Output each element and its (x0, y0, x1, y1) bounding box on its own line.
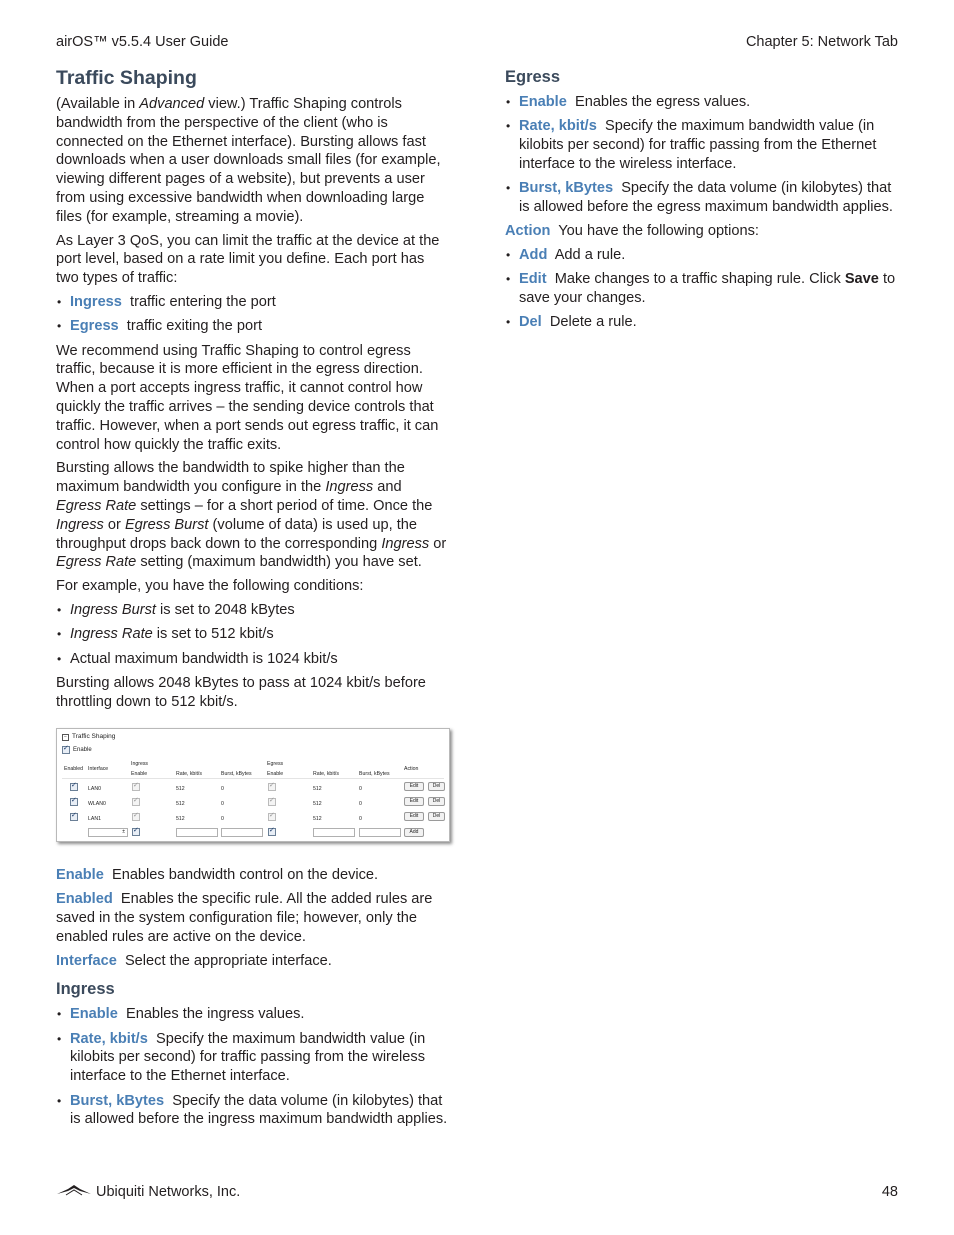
bursting-result: Bursting allows 2048 kBytes to pass at 1024 kbit/s before throttling down to 512 kbit/s. (56, 674, 426, 710)
bursting-paragraph: Bursting allows the bandwidth to spike higher than the maximum bandwidth you configure in the Ingress and Egress Rate settings – for a short period of time. Once the Ingress or Egress Burst (volume of data) is used up, the throughput drops back down to the corresponding Ingress or Egress Rate setting (maximum bandwidth) you have set. (56, 460, 447, 571)
section-title: Traffic Shaping (56, 67, 197, 89)
row-enabled-checkbox[interactable] (70, 783, 78, 791)
row-in-rate: 512 (176, 786, 185, 793)
action-list (505, 246, 900, 332)
ingress-heading: Ingress (56, 980, 115, 999)
def-interface: Interface Select the appropriate interface. (56, 952, 332, 969)
header-guide-title: airOS™ v5.5.4 User Guide (56, 34, 229, 50)
header-chapter: Chapter 5: Network Tab (745, 34, 898, 50)
row-interface: LAN0 (88, 786, 101, 793)
del-button[interactable]: Del (428, 812, 445, 821)
list-item: • Edit Make changes to a traffic shaping rule. Click Save to save your changes. (505, 270, 900, 308)
new-eg-rate-input[interactable] (313, 828, 355, 837)
row-in-burst: 0 (221, 786, 224, 793)
right-column (505, 66, 900, 338)
list-item: • Rate, kbit/s Specify the maximum bandwidth value (in kilobits per second) for traffic passing from the Ethernet interface to the wireless interface. (505, 117, 900, 173)
list-item: • Burst, kBytes Specify the data volume (in kilobytes) that is allowed before the egress maximum bandwidth applies. (505, 179, 900, 217)
row-eg-rate: 512 (313, 816, 322, 823)
th-in-enable: Enable (131, 771, 148, 778)
def-action: Action You have the following options: (505, 223, 759, 240)
left-column (56, 66, 451, 1135)
row-eg-burst: 0 (359, 801, 362, 808)
enable-checkbox[interactable] (62, 746, 70, 754)
list-item: • Rate, kbit/s Specify the maximum bandwidth value (in kilobits per second) for traffic passing from the wireless interface to the Ethernet interface. (56, 1030, 451, 1086)
def-enabled: Enabled Enables the specific rule. All the added rules are saved in the system configuration file; however, only the enabled rules are active on the device. (56, 891, 433, 945)
list-item: • Enable Enables the ingress values. (56, 1005, 451, 1024)
list-item: • Add Add a rule. (505, 246, 900, 265)
traffic-types-list (56, 293, 451, 336)
list-item: • Burst, kBytes Specify the data volume (in kilobytes) that is allowed before the ingress maximum bandwidth applies. (56, 1092, 451, 1130)
th-in-burst: Burst, kBytes (221, 771, 252, 778)
intro-paragraph: (Available in Advanced view.) Traffic Shaping controls bandwidth from the perspective of the client (who is connected on the Ethernet interface). Bursting allows fast downloads when a user downloads small files (for example, viewing different pages of a website), but prevents a user from using excessive bandwidth when downloading large files (for example, streaming a movie). (56, 96, 441, 225)
footer-company: Ubiquiti Networks, Inc. (96, 1184, 241, 1201)
list-item: • Egress traffic exiting the port (56, 317, 451, 336)
ingress-list (56, 1005, 451, 1129)
th-interface: Interface (88, 766, 109, 773)
list-item: • Del Delete a rule. (505, 313, 900, 332)
row-interface: WLAN0 (88, 801, 106, 808)
collapse-icon[interactable]: − (62, 734, 69, 741)
row-eg-enable-checkbox[interactable] (268, 783, 276, 791)
new-eg-enable-checkbox[interactable] (268, 828, 276, 836)
list-item: • Ingress Rate is set to 512 kbit/s (56, 625, 451, 644)
row-eg-burst: 0 (359, 816, 362, 823)
figure-enable: ✓ Enable (62, 746, 92, 754)
def-enable: Enable Enables bandwidth control on the device. (56, 867, 379, 884)
example-intro: For example, you have the following conditions: (56, 578, 364, 595)
ubiquiti-logo-icon (56, 1183, 92, 1202)
new-in-rate-input[interactable] (176, 828, 218, 837)
row-in-burst: 0 (221, 816, 224, 823)
row-enabled-checkbox[interactable] (70, 798, 78, 806)
row-eg-rate: 512 (313, 801, 322, 808)
conditions-list (56, 601, 451, 668)
th-eg-rate: Rate, kbit/s (313, 771, 339, 778)
row-in-burst: 0 (221, 801, 224, 808)
th-action: Action (404, 766, 419, 773)
th-ingress: Ingress (131, 761, 149, 768)
egress-heading: Egress (505, 68, 561, 86)
new-in-enable-checkbox[interactable] (132, 828, 140, 836)
traffic-shaping-figure (56, 728, 450, 842)
th-in-rate: Rate, kbit/s (176, 771, 202, 778)
figure-title: − Traffic Shaping (62, 733, 115, 741)
row-in-enable-checkbox[interactable] (132, 798, 140, 806)
row-eg-rate: 512 (313, 786, 322, 793)
del-button[interactable]: Del (428, 782, 445, 791)
row-eg-burst: 0 (359, 786, 362, 793)
row-in-rate: 512 (176, 816, 185, 823)
row-interface: LAN1 (88, 816, 101, 823)
egress-list (505, 93, 900, 217)
footer (56, 1183, 898, 1202)
layer3-paragraph: As Layer 3 QoS, you can limit the traffic at the device at the port level, based on a rate limit you define. Each port has two types of traffic: (56, 232, 440, 287)
page-number: 48 (881, 1184, 898, 1200)
row-eg-enable-checkbox[interactable] (268, 813, 276, 821)
row-eg-enable-checkbox[interactable] (268, 798, 276, 806)
row-enabled-checkbox[interactable] (70, 813, 78, 821)
th-eg-burst: Burst, kBytes (359, 771, 390, 778)
list-item: • Ingress traffic entering the port (56, 293, 451, 312)
new-in-burst-input[interactable] (221, 828, 263, 837)
th-eg-enable: Enable (267, 771, 284, 778)
recommend-paragraph: We recommend using Traffic Shaping to control egress traffic, because it is more efficient in the egress direction. When a port accepts ingress traffic, it cannot control how quickly the traffic arrives – the sending device controls that traffic. However, when a port sends out egress traffic, it can control how quickly the traffic exits. (56, 342, 439, 453)
interface-select[interactable]: ± (88, 828, 128, 837)
edit-button[interactable]: Edit (404, 812, 424, 821)
del-button[interactable]: Del (428, 797, 445, 806)
add-button[interactable]: Add (404, 828, 424, 837)
th-egress: Egress (267, 761, 284, 768)
edit-button[interactable]: Edit (404, 797, 424, 806)
row-in-enable-checkbox[interactable] (132, 813, 140, 821)
list-item: • Actual maximum bandwidth is 1024 kbit/s (56, 650, 451, 669)
row-in-enable-checkbox[interactable] (132, 783, 140, 791)
th-enabled: Enabled (64, 766, 84, 773)
list-item: • Ingress Burst is set to 2048 kBytes (56, 601, 451, 620)
edit-button[interactable]: Edit (404, 782, 424, 791)
list-item: • Enable Enables the egress values. (505, 93, 900, 112)
new-eg-burst-input[interactable] (359, 828, 401, 837)
row-in-rate: 512 (176, 801, 185, 808)
